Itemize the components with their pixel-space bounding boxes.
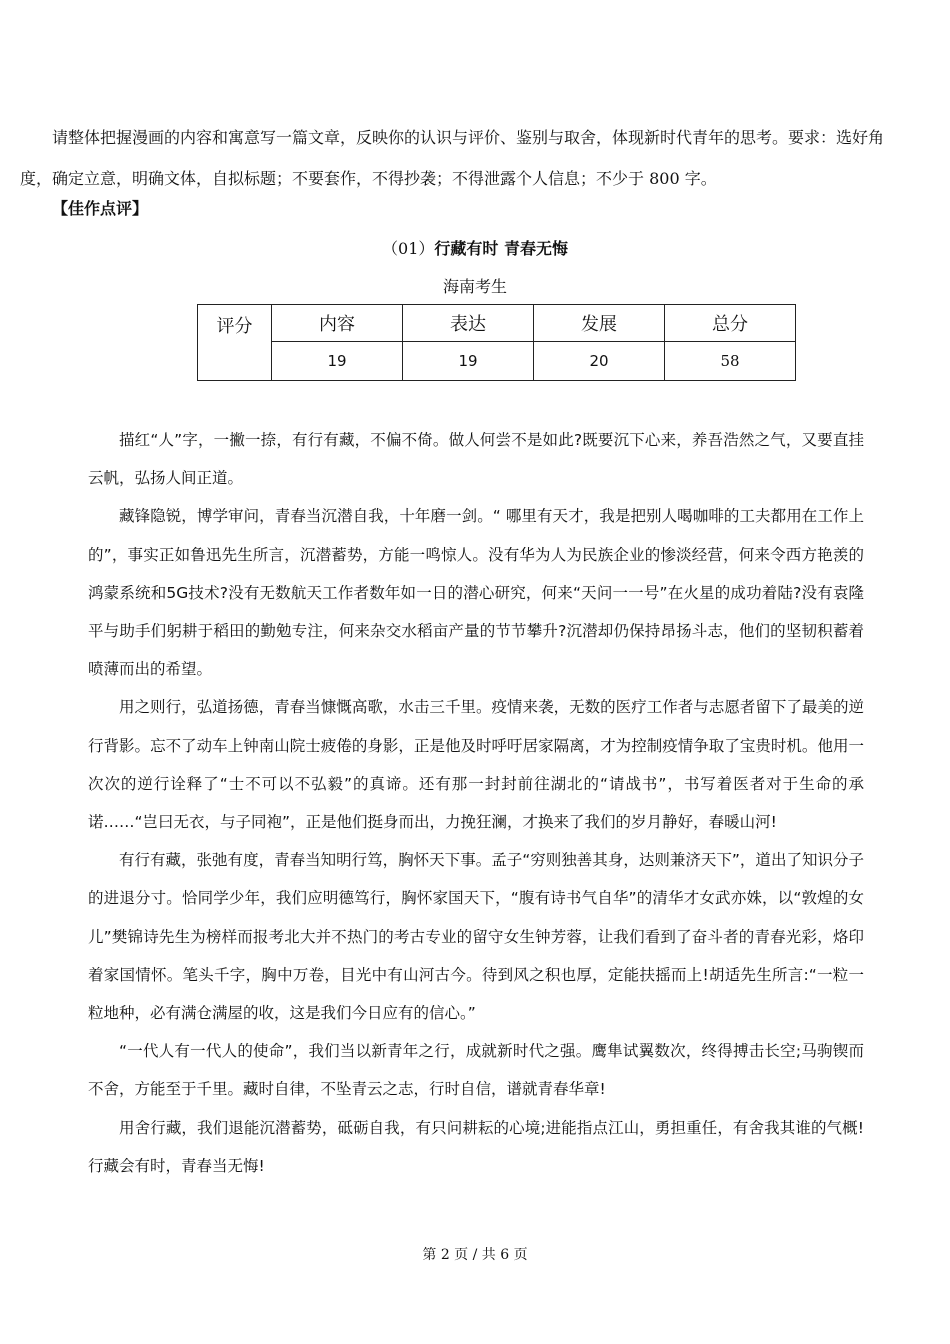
essay-paragraph: 有行有藏，张弛有度，青春当知明行笃，胸怀天下事。孟子“穷则独善其身，达则兼济天下”，道出了知识分子的进退分寸。恰同学少年，我们应明德笃行，胸怀家国天下，“腹有诗书气自华”的清华才女武亦姝，以“敦煌的女儿”樊锦诗先生为榜样而报考北大并不热门的考古专业的留守女生钟芳蓉，让我们看到了奋斗者的青春光彩，烙印着家国情怀。笔头千字，胸中万卷，目光中有山河古今。待到风之积也厚，定能扶摇而上!胡适先生所言:“一粒一粒地种，必有满仓满屋的收，这是我们今日应有的信心。” [88, 851, 864, 1023]
score-value-expression: 19 [403, 342, 534, 381]
section-label: 【佳作点评】 [52, 199, 149, 218]
essay-author: 海南考生 [442, 277, 507, 296]
score-header-content: 内容 [272, 305, 403, 342]
essay-paragraph: 用舍行藏，我们退能沉潜蓄势，砥砺自我，有只问耕耘的心境;进能指点江山，勇担重任，有舍我其谁的气概!行藏会有时，青春当无悔! [88, 1118, 864, 1175]
essay-paragraph: “一代人有一代人的使命”，我们当以新青年之行，成就新时代之强。鹰隼试翼数次，终得搏击长空;马驹锲而不舍，方能至于千里。藏时自律，不坠青云之志，行时自信，谱就青春华章! [88, 1042, 864, 1099]
score-table-value-row [198, 342, 796, 381]
score-header-total: 总分 [665, 305, 796, 342]
score-table-header-row [198, 305, 796, 342]
essay-paragraph: 用之则行，弘道扬德，青春当慷慨高歌，水击三千里。疫情来袭，无数的医疗工作者与志愿者留下了最美的逆行背影。忘不了动车上钟南山院士疲倦的身影，正是他及时呼吁居家隔离，才为控制疫情争取了宝贵时机。他用一次次的逆行诠释了“士不可以不弘毅”的真谛。还有那一封封前往湖北的“请战书”，书写着医者对于生命的承诺……“岂曰无衣，与子同袍”，正是他们挺身而出，力挽狂澜，才换来了我们的岁月静好，春暖山河! [88, 698, 864, 832]
score-value-development: 20 [534, 342, 665, 381]
score-value-total: 58 [665, 342, 796, 381]
score-header-expression: 表达 [403, 305, 534, 342]
essay-paragraph: 描红“人”字，一撇一捺，有行有藏，不偏不倚。做人何尝不是如此?既要沉下心来，养吾浩然之气，又要直挂云帆，弘扬人间正道。 [88, 431, 864, 488]
essay-title-text: 行藏有时 青春无悔 [434, 239, 568, 258]
score-header-development: 发展 [534, 305, 665, 342]
score-table [197, 304, 796, 381]
prompt-text: 请整体把握漫画的内容和寓意写一篇文章，反映你的认识与评价、鉴别与取舍，体现新时代青年的思考。要求：选好角度，确定立意，明确文体，自拟标题；不要套作，不得抄袭；不得泄露个人信息；不少于 800 字。 [20, 128, 885, 188]
essay-paragraph: 藏锋隐锐，博学审问，青春当沉潜自我，十年磨一剑。“ 哪里有天才，我是把别人喝咖啡的工夫都用在工作上的”，事实正如鲁迅先生所言，沉潜蓄势，方能一鸣惊人。没有华为人为民族企业的惨淡经营，何来令西方艳羡的鸿蒙系统和5G技术?没有无数航天工作者数年如一日的潜心研究，何来“天问一一号”在火星的成功着陆?没有袁隆平与助手们躬耕于稻田的勤勉专注，何来杂交水稻亩产量的节节攀升?沉潜却仍保持昂扬斗志，他们的坚韧积蓄着喷薄而出的希望。 [88, 507, 864, 679]
essay-title [0, 236, 950, 259]
page-number: 第 2 页 / 共 6 页 [422, 1247, 528, 1263]
score-value-content: 19 [272, 342, 403, 381]
essay-number: （01） [382, 239, 435, 258]
score-row-label: 评分 [198, 305, 272, 381]
essay-body [88, 421, 864, 1185]
